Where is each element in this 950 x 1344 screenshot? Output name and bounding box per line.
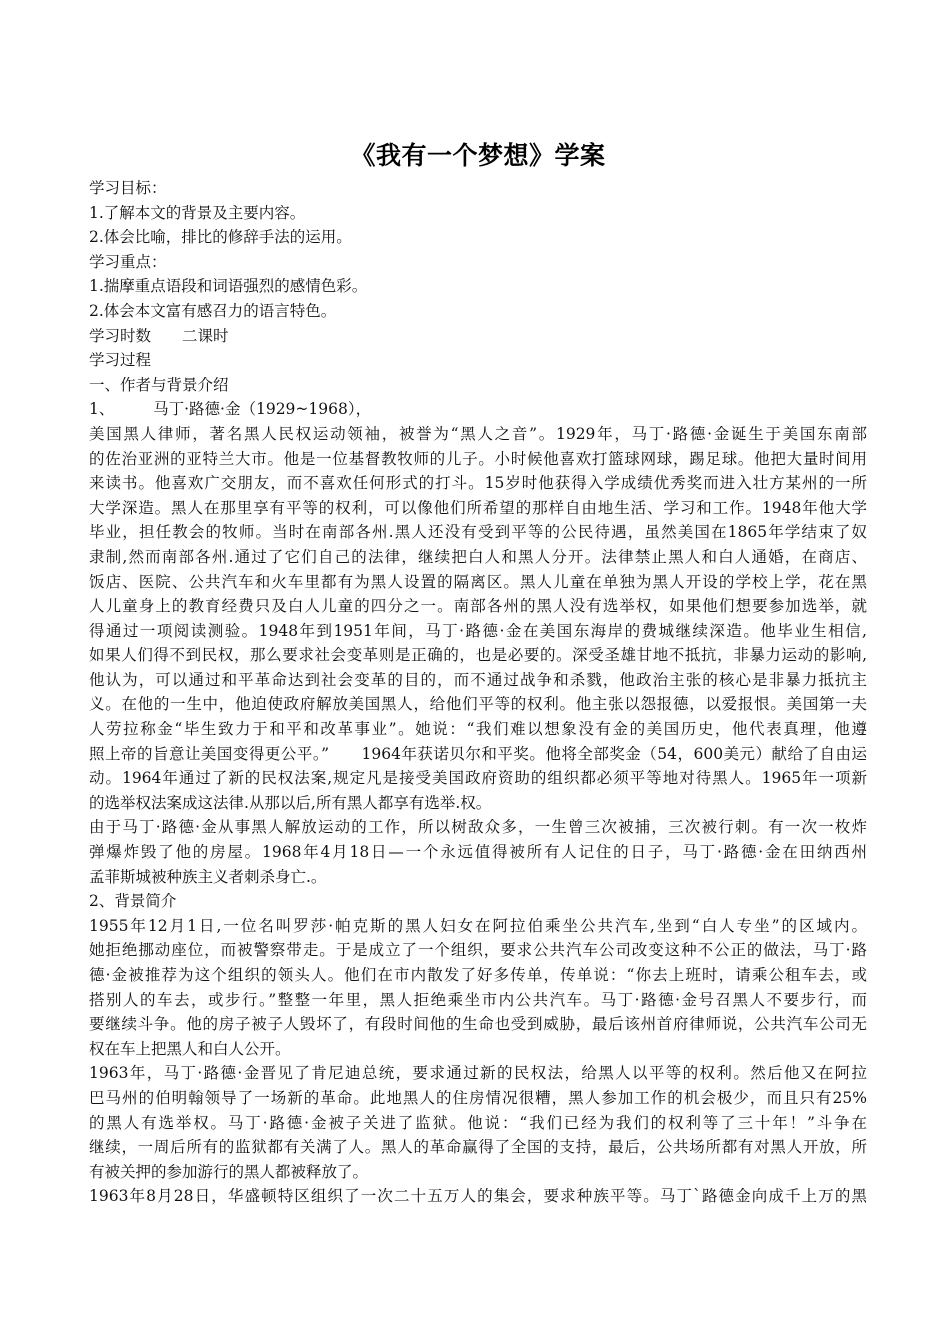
text-line: 动。1964年通过了新的民权法案,规定凡是接受美国政府资助的组织都必须平等地对待黑人。1965年一项新 — [89, 769, 867, 788]
text-line: 2、背景简介 — [89, 892, 177, 911]
text-line: 1963年，马丁·路德·金晋见了肯尼迪总统，要求通过新的民权法，给黑人以平等的权利。然后他又在阿拉 — [89, 1064, 867, 1083]
text-line: 她拒绝挪动座位，而被警察带走。于是成立了一个组织，要求公共汽车公司改变这种不公正的做法，马丁·路 — [89, 941, 867, 960]
text-line: 1.揣摩重点语段和词语强烈的感情色彩。 — [89, 277, 368, 296]
text-line: 人儿童身上的教育经费只及白人儿童的四分之一。南部各州的黑人没有选举权，如果他们想要参加选举，就 — [89, 597, 867, 616]
text-line: 饭店、医院、公共汽车和火车里都有为黑人设置的隔离区。黑人儿童在单独为黑人开设的学校上学，花在黑 — [89, 572, 867, 591]
text-line: 人劳拉称金“毕生致力于和平和改革事业”。她说：“我们难以想象没有金的美国历史，他代表真理，他遵 — [89, 720, 867, 739]
text-line: 义。在他的一生中，他迫使政府解放美国黑人，给他们平等的权利。他主张以怨报德，以爱报恨。美国第一夫 — [89, 695, 867, 714]
text-line: 1955年12月1日,一位名叫罗莎·帕克斯的黑人妇女在阿拉伯乘坐公共汽车,坐到“白人专坐”的区域内。 — [89, 916, 867, 935]
text-line: 得通过一项阅读测验。1948年到1951年间，马丁·路德·金在美国东海岸的费城继续深造。他毕业生相信, — [89, 621, 867, 640]
text-line: 2.体会比喻，排比的修辞手法的运用。 — [89, 228, 352, 247]
text-line: 1963年8月28日，华盛顿特区组织了一次二十五万人的集会，要求种族平等。马丁`路德金向成千上万的黑 — [89, 1187, 867, 1206]
text-line: 美国黑人律师，著名黑人民权运动领袖，被誉为“黑人之音”。1929年，马丁·路德·金诞生于美国东南部 — [89, 424, 867, 443]
text-line: 有被关押的参加游行的黑人都被释放了。 — [89, 1162, 369, 1181]
text-line: 大学深造。黑人在那里享有平等的权利，可以像他们所希望的那样自由地生活、学习和工作。1948年他大学 — [89, 498, 867, 517]
text-line: 的黑人有选举权。马丁·路德·金被子关进了监狱。他说：“我们已经为我们的权利等了三十年！”斗争在 — [89, 1113, 867, 1132]
text-line: 的佐治亚洲的亚特兰大市。他是一位基督教牧师的儿子。小时候他喜欢打篮球网球，踢足球。他把大量时间用 — [89, 449, 867, 468]
text-line: 来读书。他喜欢广交朋友，而不喜欢任何形式的打斗。15岁时他获得入学成绩优秀奖而进入壮方某州的一所 — [89, 474, 867, 493]
text-line: 巴马州的伯明翰领导了一场新的革命。此地黑人的住房情况很糟，黑人参加工作的机会极少，而且只有25% — [89, 1088, 867, 1107]
text-line: 学习过程 — [89, 351, 152, 370]
text-line: 继续，一周后所有的监狱都有关满了人。黑人的革命赢得了全国的支持，最后，公共场所都有对黑人开放，所 — [89, 1138, 867, 1157]
text-line: 他认为，可以通过和平革命达到社会变革的目的，而不通过战争和杀戮，他政治主张的核心是非暴力抵抗主 — [89, 670, 867, 689]
text-line: 由于马丁·路德·金从事黑人解放运动的工作，所以树敌众多，一生曾三次被捕，三次被行刺。有一次一枚炸 — [89, 818, 867, 837]
text-line: 隶制,然而南部各州.通过了它们自己的法律，继续把白人和黑人分开。法律禁止黑人和白人通婚，在商店、 — [89, 547, 867, 566]
text-line: 学习时数 二课时 — [89, 326, 229, 345]
text-line: 搭别人的车去，或步行。”整整一年里，黑人拒绝乘坐市内公共汽车。马丁·路德·金号召黑人不要步行，而 — [89, 990, 867, 1009]
text-line: 学习重点： — [89, 252, 167, 271]
document-body — [89, 176, 867, 1209]
document-title: 《我有一个梦想》学案 — [350, 141, 606, 170]
text-line: 权在车上把黑人和白人公开。 — [89, 1039, 291, 1058]
text-line: 德·金被推荐为这个组织的领头人。他们在市内散发了好多传单，传单说：“你去上班时，请乘公租车去，或 — [89, 966, 867, 984]
text-line: 一、作者与背景介绍 — [89, 375, 229, 394]
text-line: 照上帝的旨意让美国变得更公平。” 1964年获诺贝尔和平奖。他将全部奖金（54，600美元）献给了自由运 — [89, 744, 867, 763]
text-line: 弹爆炸毁了他的房屋。1968年4月18日—一个永远值得被所有人记住的日子，马丁·路德·金在田纳西州 — [89, 843, 867, 862]
text-line: 毕业，担任教会的牧师。当时在南部各州.黑人还没有受到平等的公民待遇，虽然美国在1865年学结束了奴 — [89, 523, 867, 542]
text-line: 孟菲斯城被种族主义者刺杀身亡.。 — [89, 867, 327, 886]
text-line: 学习目标： — [89, 179, 167, 197]
text-line: 1.了解本文的背景及主要内容。 — [89, 203, 306, 222]
text-line: 2.体会本文富有感召力的语言特色。 — [89, 301, 337, 320]
text-line: 1、 马丁·路德·金（1929~1968）， — [89, 400, 372, 419]
text-line: 的选举权法案成这法律.从那以后,所有黑人都享有选举.权。 — [89, 793, 492, 812]
text-line: 如果人们得不到民权，那么要求社会变革则是正确的，也是必要的。深受圣雄甘地不抵抗，非暴力运动的影响, — [89, 646, 867, 665]
text-line: 要继续斗争。他的房子被子人毁坏了，有段时间他的生命也受到威胁，最后该州首府律师说，公共汽车公司无 — [89, 1015, 867, 1034]
